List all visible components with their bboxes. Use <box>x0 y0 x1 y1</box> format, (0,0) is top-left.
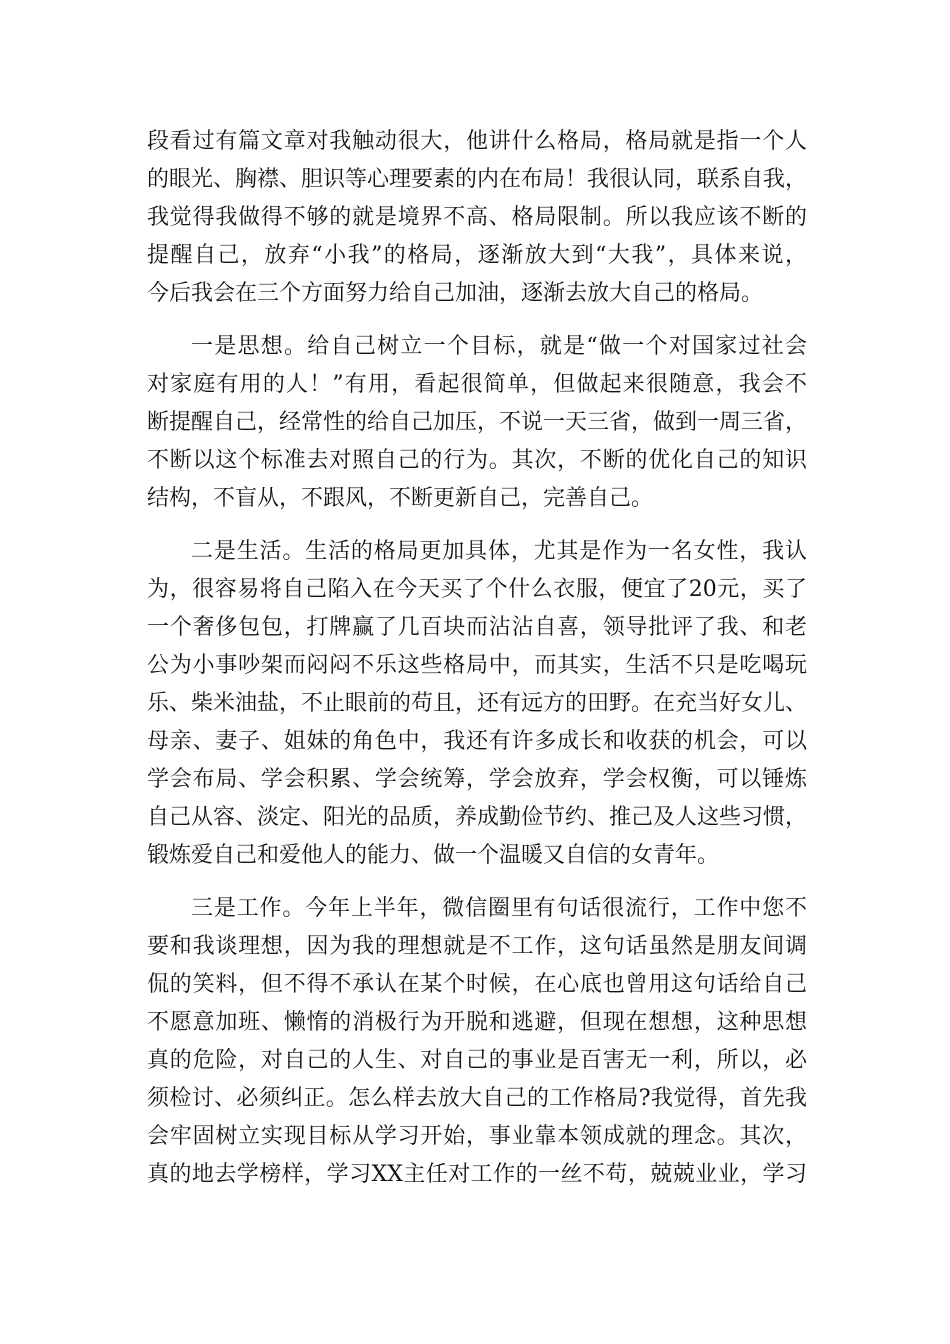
paragraph-line: 对家庭有用的人！”有用，看起很简单，但做起来很随意，我会不 <box>147 372 807 397</box>
paragraph-line: 今后我会在三个方面努力给自己加油，逐渐去放大自己的格局。 <box>147 281 764 306</box>
paragraph-line: 学会布局、学会积累、学会统筹，学会放弃，学会权衡，可以锤炼 <box>147 767 807 792</box>
paragraph-line: 三是工作。今年上半年，微信圈里有句话很流行，工作中您不 <box>191 896 807 921</box>
paragraph-line: 我觉得我做得不够的就是境界不高、格局限制。所以我应该不断的 <box>147 205 807 230</box>
paragraph-line: 不愿意加班、懒惰的消极行为开脱和逃避，但现在想想，这种思想 <box>147 1010 807 1035</box>
paragraph-line: 二是生活。生活的格局更加具体，尤其是作为一名女性，我认 <box>191 539 807 564</box>
paragraph-line: 母亲、妻子、姐妹的角色中，我还有许多成长和收获的机会，可以 <box>147 729 807 754</box>
paragraph-line: 侃的笑料，但不得不承认在某个时候，在心底也曾用这句话给自己 <box>147 972 807 997</box>
paragraph-line: 公为小事吵架而闷闷不乐这些格局中，而其实，生活不只是吃喝玩 <box>147 653 807 678</box>
paragraph-line: 会牢固树立实现目标从学习开始，事业靠本领成就的理念。其次， <box>147 1124 807 1149</box>
paragraph-line: 结构，不盲从，不跟风，不断更新自己，完善自己。 <box>147 486 654 511</box>
paragraph-line: 提醒自己，放弃“小我”的格局，逐渐放大到“大我”，具体来说， <box>147 243 807 268</box>
paragraph-line: 为，很容易将自己陷入在今天买了个什么衣服，便宜了20元，买了 <box>147 577 807 602</box>
paragraph-line: 自己从容、淡定、阳光的品质，养成勤俭节约、推己及人这些习惯， <box>147 805 808 830</box>
paragraph-line: 乐、柴米油盐，不止眼前的苟且，还有远方的田野。在充当好女儿、 <box>147 691 808 716</box>
paragraph-line: 断提醒自己，经常性的给自己加压，不说一天三省，做到一周三省， <box>147 410 808 435</box>
paragraph-line: 真的地去学榜样，学习XX主任对工作的一丝不苟，兢兢业业，学习 <box>147 1162 807 1187</box>
paragraph-line: 段看过有篇文章对我触动很大，他讲什么格局，格局就是指一个人 <box>147 129 807 154</box>
paragraph-line: 不断以这个标准去对照自己的行为。其次，不断的优化自己的知识 <box>147 448 807 473</box>
paragraph-line: 一是思想。给自己树立一个目标，就是“做一个对国家过社会 <box>191 334 807 359</box>
paragraph-line: 要和我谈理想，因为我的理想就是不工作，这句话虽然是朋友间调 <box>147 934 807 959</box>
paragraph-line: 一个奢侈包包，打牌赢了几百块而沾沾自喜，领导批评了我、和老 <box>147 615 807 640</box>
paragraph-line: 锻炼爱自己和爱他人的能力、做一个温暖又自信的女青年。 <box>147 843 720 868</box>
paragraph-line: 真的危险，对自己的人生、对自己的事业是百害无一利，所以，必 <box>147 1048 807 1073</box>
paragraph-line: 的眼光、胸襟、胆识等心理要素的内在布局！我很认同，联系自我， <box>147 167 808 192</box>
paragraph-line: 须检讨、必须纠正。怎么样去放大自己的工作格局?我觉得，首先我 <box>147 1086 807 1111</box>
